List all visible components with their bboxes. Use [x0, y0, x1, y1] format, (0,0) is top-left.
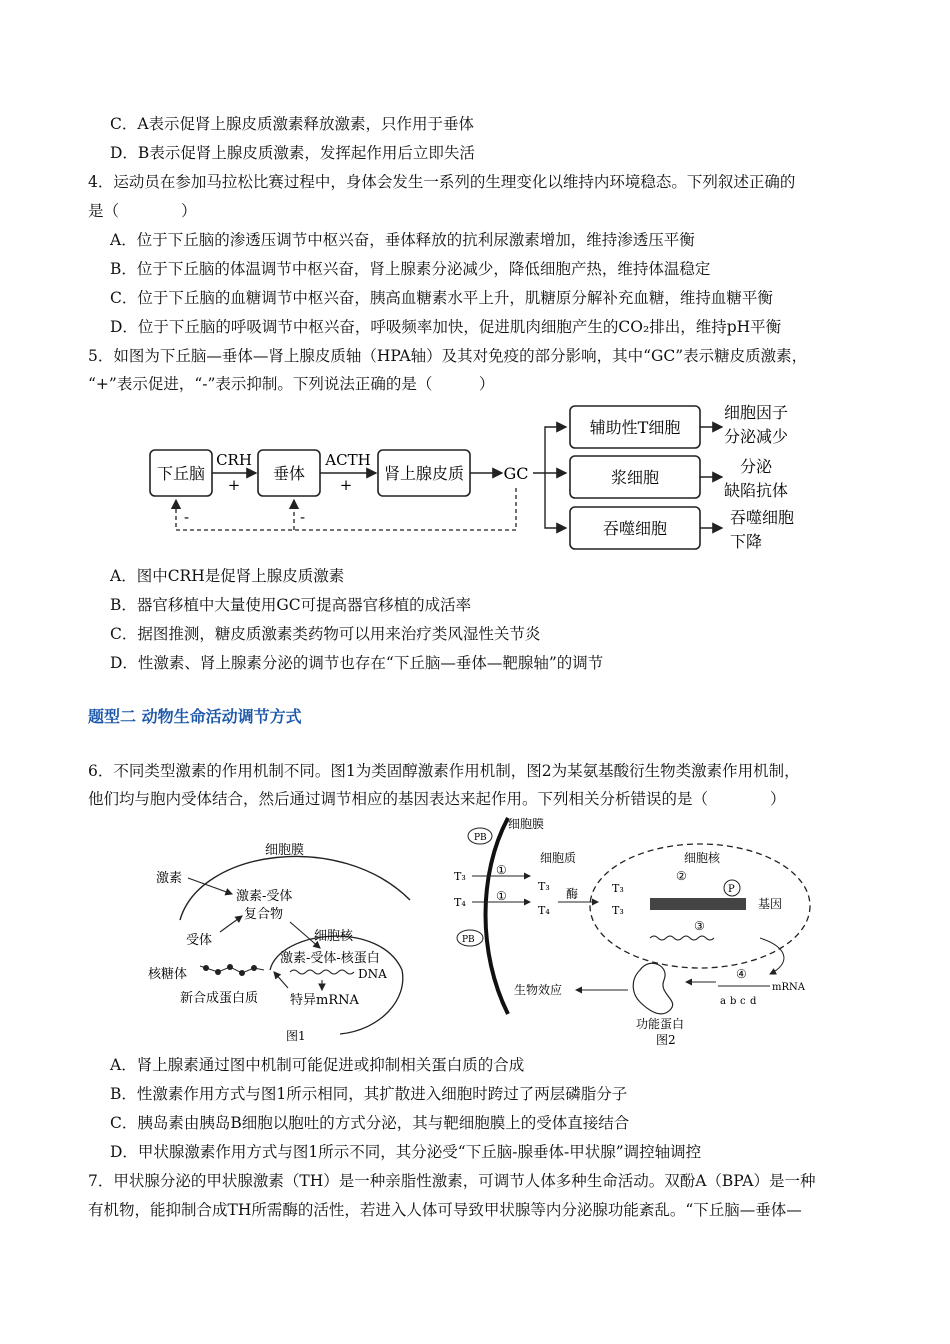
fig2-step1-bottom: ①	[496, 889, 507, 903]
effect-3b: 下降	[730, 532, 763, 551]
fig1-protein-label: 新合成蛋白质	[180, 991, 259, 1006]
fig2-label-d: d	[750, 996, 757, 1007]
fig2-t3-nucleus-1: T₃	[612, 882, 624, 895]
feedback-minus-1: -	[184, 508, 190, 526]
fig2-functional-protein	[633, 963, 672, 1014]
fig1-complex-label-1: 激素-受体	[236, 889, 293, 904]
fig2-caption: 图2	[656, 1033, 676, 1047]
fig2-p-label: P	[728, 884, 735, 895]
fig2-enzyme-label: 酶	[566, 887, 579, 901]
q6-option-d: D．甲状腺激素作用方式与图1所示不同，其分泌受“下丘脑-腺垂体-甲状腺”调控轴调控	[110, 1143, 702, 1161]
fig2-label-c: c	[740, 996, 746, 1007]
crh-plus: +	[227, 476, 241, 494]
q4-option-b: B．位于下丘脑的体温调节中枢兴奋，肾上腺素分泌减少，降低细胞产热，维持体温稳定	[110, 260, 711, 278]
fig2-pb-bottom-label: PB	[462, 935, 475, 945]
fig2-t4-mid: T₄	[538, 904, 550, 917]
q3-option-c: C．A表示促肾上腺皮质激素释放激素，只作用于垂体	[110, 115, 475, 133]
fig1-membrane-label: 细胞膜	[265, 843, 305, 858]
fig2-nucleus-label: 细胞核	[684, 851, 721, 865]
pituitary-label: 垂体	[272, 464, 306, 483]
fig2-membrane-label: 细胞膜	[508, 817, 545, 831]
dna-strand	[290, 970, 354, 974]
helper-t-cell-label: 辅助性T细胞	[589, 418, 681, 437]
q6-option-c: C．胰岛素由胰岛B细胞以胞吐的方式分泌，其与靶细胞膜上的受体直接结合	[110, 1114, 630, 1132]
fig2-protein-label: 功能蛋白	[636, 1017, 685, 1031]
fig1-dna-label: DNA	[358, 967, 387, 981]
fig1-caption: 图1	[286, 1029, 306, 1043]
fig2-step1-top: ①	[496, 863, 507, 877]
acth-plus: +	[339, 476, 353, 494]
q6-option-b: B．性激素作用方式与图1所示相同，其扩散进入细胞时跨过了两层磷脂分子	[110, 1085, 628, 1103]
phagocyte-label: 吞噬细胞	[602, 519, 668, 538]
q4-option-c: C．位于下丘脑的血糖调节中枢兴奋，胰高血糖素水平上升，肌糖原分解补充血糖，维持血糖平衡	[110, 289, 773, 307]
fig1-mrna-label: 特异mRNA	[290, 993, 359, 1008]
fig2-mrna-label: mRNA	[772, 982, 805, 993]
polypeptide-chain	[200, 964, 264, 976]
fig2-gene-label: 基因	[758, 897, 783, 911]
fig2-step2: ②	[676, 869, 687, 883]
fig2-t3-nucleus-2: T₃	[612, 904, 624, 917]
fig1-ribosome-label: 核糖体	[148, 967, 188, 982]
fig1-receptor-label: 受体	[186, 933, 213, 948]
q6-stem-line2: 他们均与胞内受体结合，然后通过调节相应的基因表达来起作用。下列相关分析错误的是（ ）	[88, 790, 786, 808]
plasma-cell-label: 浆细胞	[610, 468, 660, 487]
feedback-minus-2: -	[300, 508, 306, 526]
fig1-complex-label-2: 复合物	[244, 907, 284, 922]
fig2-t3-mid: T₃	[538, 880, 550, 893]
q4-stem-line2: 是（ ）	[88, 202, 197, 220]
fig2-t4-left: T₄	[454, 896, 466, 909]
fig1-hormone-label: 激素	[156, 871, 183, 886]
q7-stem-line1: 7．甲状腺分泌的甲状腺激素（TH）是一种亲脂性激素，可调节人体多种生命活动。双酚A（BPA）是一种	[88, 1172, 816, 1190]
q5-stem-line1: 5．如图为下丘脑—垂体—肾上腺皮质轴（HPA轴）及其对免疫的部分影响，其中“GC”表示糖皮质激素，	[88, 347, 808, 365]
fig2-label-b: b	[730, 996, 737, 1007]
fig2-cytoplasm-label: 细胞质	[540, 851, 577, 865]
q5-option-c: C．据图推测，糖皮质激素类药物可以用来治疗类风湿性关节炎	[110, 625, 541, 643]
q6-option-a: A．肾上腺素通过图中机制可能促进或抑制相关蛋白质的合成	[110, 1056, 525, 1074]
fig2-dna-helix	[650, 898, 746, 910]
fig2-t3-left: T₃	[454, 870, 466, 883]
adrenal-label: 肾上腺皮质	[383, 464, 465, 483]
fig2-label-a: a	[720, 996, 726, 1007]
fig2-pb-top-label: PB	[474, 833, 487, 843]
q5-stem-line2: “+”表示促进，“-”表示抑制。下列说法正确的是（ ）	[88, 375, 495, 393]
q3-option-d: D．B表示促肾上腺皮质激素，发挥起作用后立即失活	[110, 144, 475, 162]
figure-2-amine-mechanism	[450, 814, 830, 1050]
q4-option-d: D．位于下丘脑的呼吸调节中枢兴奋，呼吸频率加快，促进肌肉细胞产生的CO₂排出，维持pH平衡	[110, 318, 782, 336]
section-heading: 题型二 动物生命活动调节方式	[88, 707, 302, 726]
crh-label: CRH	[216, 451, 252, 469]
fig1-nucleus-label: 细胞核	[314, 929, 354, 944]
q4-option-a: A．位于下丘脑的渗透压调节中枢兴奋，垂体释放的抗利尿激素增加，维持渗透压平衡	[110, 231, 695, 249]
q6-stem-line1: 6．不同类型激素的作用机制不同。图1为类固醇激素作用机制，图2为某氨基酸衍生物类激素作用机制，	[88, 762, 800, 780]
effect-3a: 吞噬细胞	[730, 508, 795, 527]
effect-2b: 缺陷抗体	[724, 481, 789, 500]
effect-1b: 分泌减少	[724, 427, 789, 446]
q7-stem-line2: 有机物，能抑制合成TH所需酶的活性，若进入人体可导致甲状腺等内分泌腺功能紊乱。“下丘脑—垂体—	[88, 1201, 802, 1219]
fig2-step4: ④	[736, 967, 747, 981]
gc-label: GC	[503, 464, 529, 483]
hypothalamus-label: 下丘脑	[156, 464, 206, 483]
q5-option-b: B．器官移植中大量使用GC可提高器官移植的成活率	[110, 596, 472, 614]
hpa-axis-diagram	[140, 400, 820, 560]
figure-1-steroid-mechanism	[140, 820, 430, 1048]
q5-option-d: D．性激素、肾上腺素分泌的调节也存在“下丘脑—垂体—靶腺轴”的调节	[110, 654, 604, 672]
q5-option-a: A．图中CRH是促肾上腺皮质激素	[110, 567, 345, 585]
fig2-effect-label: 生物效应	[514, 983, 563, 997]
fig2-mrna-wave	[650, 936, 714, 940]
acth-label: ACTH	[325, 451, 371, 469]
fig2-step3: ③	[694, 919, 705, 933]
effect-1a: 细胞因子	[724, 403, 789, 422]
effect-2a: 分泌	[740, 457, 773, 476]
fig2-membrane	[486, 818, 509, 1014]
q4-stem-line1: 4．运动员在参加马拉松比赛过程中，身体会发生一系列的生理变化以维持内环境稳态。下列叙述正确的	[88, 173, 796, 191]
fig1-complex3-label: 激素-受体-核蛋白	[280, 951, 380, 966]
